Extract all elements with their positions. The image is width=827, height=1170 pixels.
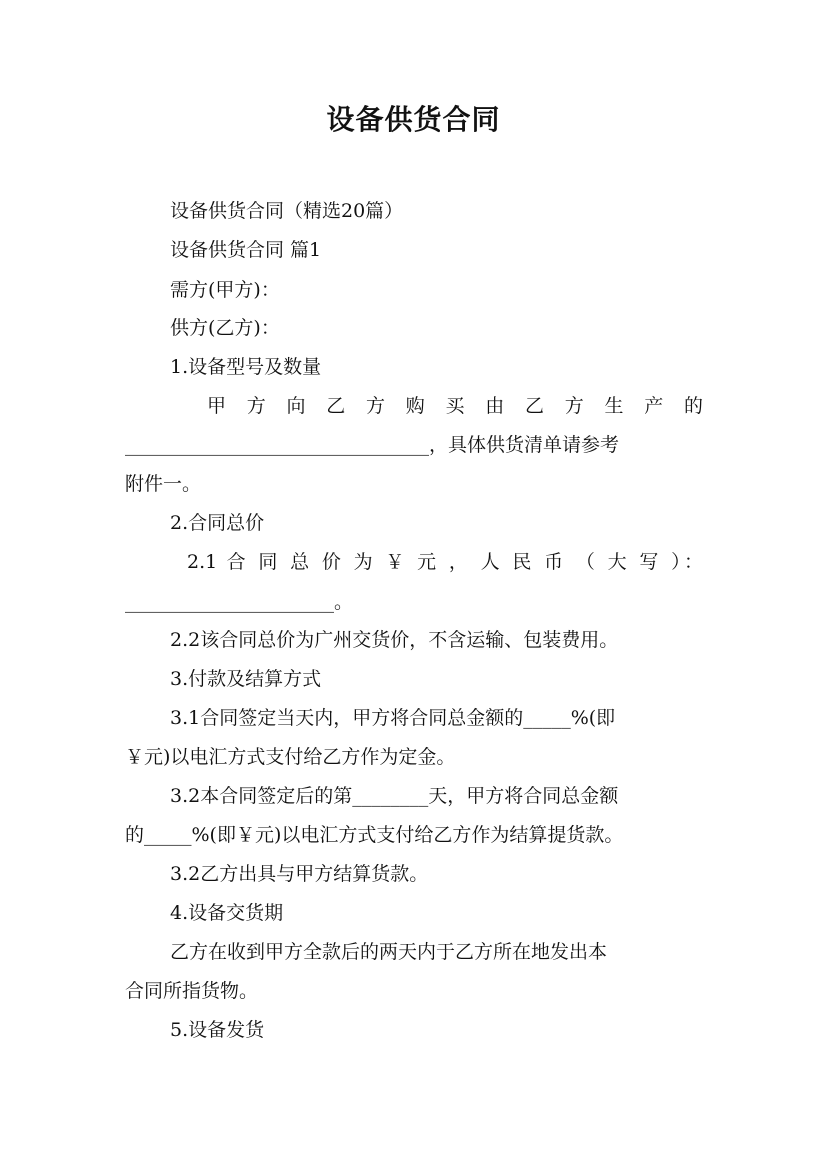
clause-heading-3: 3.付款及结算方式 (170, 668, 322, 690)
clause-text: 2.1 合 同 总 价 为 ￥ 元 ， 人 民 币 （ 大 写 ）： (187, 551, 703, 573)
subtitle-line: 设备供货合同（精选20篇） (170, 200, 404, 222)
clause-text: 附件一。 (125, 473, 202, 495)
clause-text: 3.2本合同签定后的第________天，甲方将合同总金额 (170, 785, 619, 807)
clause-text: 乙方在收到甲方全款后的两天内于乙方所在地发出本 (170, 941, 608, 963)
clause-text: 2.2该合同总价为广州交货价，不含运输、包装费用。 (170, 629, 619, 651)
clause-text: 甲 方 向 乙 方 购 买 由 乙 方 生 产 的 (207, 395, 703, 417)
clause-text: 合同所指货物。 (125, 980, 259, 1002)
clause-text: ______________________。 (125, 591, 354, 613)
clause-text: 3.2乙方出具与甲方结算货款。 (170, 863, 429, 885)
supplier-line: 供方(乙方)： (170, 317, 280, 339)
clause-text: ________________________________，具体供货清单请参考 (125, 434, 620, 456)
document-title: 设备供货合同 (326, 103, 501, 136)
clause-heading-5: 5.设备发货 (170, 1019, 265, 1041)
clause-heading-1: 1.设备型号及数量 (170, 356, 322, 378)
clause-text: 3.1合同签定当天内，甲方将合同总金额的_____%(即 (170, 707, 616, 729)
clause-heading-2: 2.合同总价 (170, 512, 265, 534)
clause-text: 的_____%(即￥元)以电汇方式支付给乙方作为结算提货款。 (125, 824, 624, 846)
clause-heading-4: 4.设备交货期 (170, 902, 284, 924)
clause-text: ￥元)以电汇方式支付给乙方作为定金。 (125, 746, 456, 768)
section-heading: 设备供货合同 篇1 (170, 239, 322, 261)
buyer-line: 需方(甲方)： (170, 279, 280, 301)
